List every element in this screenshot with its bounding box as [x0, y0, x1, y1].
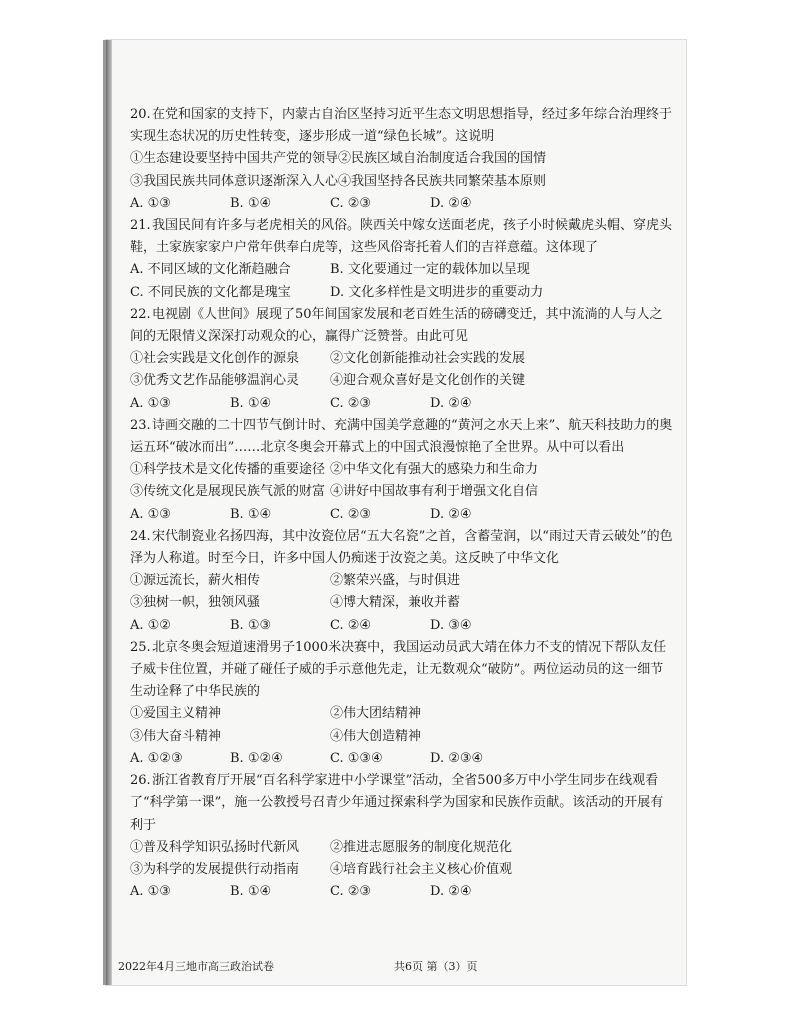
- option-c[interactable]: C. ②④: [330, 617, 372, 633]
- statement-1: ①社会实践是文化创作的源泉: [130, 351, 300, 367]
- option-a[interactable]: A. ①③: [130, 195, 171, 211]
- statement-1: ①普及科学知识弘扬时代新风: [130, 839, 300, 855]
- option-a[interactable]: A. ①③: [130, 395, 171, 411]
- exam-title: 2022年4月三地市高三政治试卷: [118, 960, 274, 973]
- question-stem: 宋代制瓷业名扬四海，其中汝瓷位居“五大名瓷”之首，含蓄莹润，以“雨过天青云破处”的色泽为人称道。时至今日，许多中国人仍痴迷于汝瓷之美。这反映了中华文化: [130, 528, 673, 567]
- page-number: 共6页 第（3）页: [394, 960, 478, 973]
- question-number: 20.: [130, 107, 151, 122]
- option-c[interactable]: C. ②③: [330, 506, 372, 522]
- page-fold-shadow: [106, 40, 112, 985]
- statement-row: [130, 370, 675, 392]
- option-b[interactable]: B. ①④: [230, 395, 272, 411]
- statement-2: ②推进志愿服务的制度化规范化: [330, 839, 513, 855]
- question-stem: 电视剧《人世间》展现了50年间国家发展和老百姓生活的磅礴变迁，其中流淌的人与人之间的无限情义深深打动观众的心，赢得广泛赞誉。由此可见: [130, 306, 663, 345]
- statement-3: ③为科学的发展提供行动指南: [130, 861, 300, 877]
- statement-row: [130, 859, 675, 881]
- statement-4: ④培育践行社会主义核心价值观: [330, 861, 513, 877]
- question-stem: 浙江省教育厅开展“百名科学家进中小学课堂”活动，全省500多万中小学生同步在线观看了“科学第一课”，施一公教授号召青少年通过探索科学为国家和民族作贡献。该活动的开展有利于: [130, 773, 664, 833]
- option-a[interactable]: A. ①③: [130, 884, 171, 900]
- answer-options: [130, 615, 675, 637]
- option-d[interactable]: D. ②④: [430, 506, 472, 522]
- statement-row: [130, 726, 675, 748]
- statement-row: [130, 837, 675, 859]
- option-d[interactable]: D. ③④: [430, 617, 472, 633]
- statement-2: ②中华文化有强大的感染力和生命力: [330, 462, 539, 478]
- option-d[interactable]: D. ②③④: [430, 750, 484, 766]
- option-c[interactable]: C. ②③: [330, 884, 372, 900]
- question-number: 25.: [130, 639, 151, 655]
- statement-1: ①科学技术是文化传播的重要途径: [130, 462, 326, 478]
- question-number: 23.: [130, 417, 151, 433]
- statement-row: [130, 703, 675, 725]
- statement-4: ④迎合观众喜好是文化创作的关键: [330, 373, 526, 389]
- option-a[interactable]: A. ①②: [130, 617, 171, 633]
- answer-options: [130, 193, 675, 215]
- option-row: [130, 282, 675, 304]
- option-d[interactable]: D. ②④: [430, 195, 472, 211]
- statement-2: ②文化创新能推动社会实践的发展: [330, 351, 526, 367]
- statement-row: [130, 459, 675, 481]
- option-b[interactable]: B. ①②④: [230, 750, 283, 766]
- question-21: [130, 215, 675, 304]
- statement-2: ②繁荣兴盛，与时俱进: [330, 573, 461, 589]
- statement-4: ④博大精深，兼收并蓄: [330, 595, 461, 611]
- question-stem: 我国民间有许多与老虎相关的风俗。陕西关中嫁女送面老虎，孩子小时候戴虎头帽、穿虎头鞋，土家族家家户户常年供奉白虎等，这些风俗寄托着人们的吉祥意蕴。这体现了: [130, 218, 673, 256]
- option-row: [130, 259, 675, 281]
- question-number: 26.: [130, 773, 151, 789]
- question-number: 24.: [130, 528, 151, 544]
- question-stem: 北京冬奥会短道速滑男子1000米决赛中，我国运动员武大靖在体力不支的情况下帮队友任子威卡住位置，并碰了碰任子威的手示意他先走，让无数观众“破防”。两位运动员的这一细节生动诠释了中华民族的: [130, 639, 667, 700]
- statement-line: ③我国民族共同体意识逐渐深入人心④我国坚持各民族共同繁荣基本原则: [130, 173, 547, 189]
- option-a[interactable]: A. 不同区域的文化渐趋融合: [130, 262, 291, 278]
- statement-1: ①爱国主义精神: [130, 706, 222, 722]
- question-list: [130, 104, 675, 903]
- option-a[interactable]: A. ①②③: [130, 750, 183, 766]
- statement-3: ③传统文化是展现民族气派的财富: [130, 484, 326, 500]
- option-b[interactable]: B. ①④: [230, 506, 272, 522]
- statement-row: [130, 348, 675, 370]
- answer-options: [130, 393, 675, 415]
- question-25: [130, 637, 675, 770]
- question-number: 21.: [130, 218, 151, 234]
- statement-line: ①生态建设要坚持中国共产党的领导②民族区域自治制度适合我国的国情: [130, 151, 547, 167]
- page-footer: [118, 958, 678, 974]
- statement-2: ②伟大团结精神: [330, 706, 422, 722]
- option-d[interactable]: D. ②④: [430, 884, 472, 900]
- statement-4: ④伟大创造精神: [330, 728, 422, 744]
- question-20: [130, 104, 675, 215]
- statement-3: ③独树一帜，独领风骚: [130, 595, 261, 611]
- option-b[interactable]: B. ①④: [230, 884, 272, 900]
- statement-3: ③优秀文艺作品能够温润心灵: [130, 373, 300, 389]
- question-stem: 在党和国家的支持下，内蒙古自治区坚持习近平生态文明思想指导，经过多年综合治理终于实现生态状况的历史性转变，逐步形成一道“绿色长城”。这说明: [130, 107, 673, 145]
- question-22: [130, 304, 675, 415]
- option-d[interactable]: D. ②④: [430, 395, 472, 411]
- statement-3: ③伟大奋斗精神: [130, 728, 222, 744]
- statement-4: ④讲好中国故事有利于增强文化自信: [330, 484, 539, 500]
- option-c[interactable]: C. ②③: [330, 195, 372, 211]
- option-b[interactable]: B. 文化要通过一定的载体加以呈现: [330, 262, 530, 278]
- question-23: [130, 415, 675, 526]
- option-a[interactable]: A. ①③: [130, 506, 171, 522]
- question-24: [130, 526, 675, 637]
- answer-options: [130, 748, 675, 770]
- option-b[interactable]: B. ①③: [230, 617, 272, 633]
- statement-row: [130, 570, 675, 592]
- answer-options: [130, 881, 675, 903]
- question-26: [130, 770, 675, 903]
- answer-options: [130, 504, 675, 526]
- statement-1: ①源远流长，薪火相传: [130, 573, 261, 589]
- statement-row: [130, 592, 675, 614]
- question-number: 22.: [130, 306, 151, 322]
- option-c[interactable]: C. ②③: [330, 395, 372, 411]
- option-c[interactable]: C. ①③④: [330, 750, 383, 766]
- exam-page: [106, 40, 686, 985]
- option-d[interactable]: D. 文化多样性是文明进步的重要动力: [330, 284, 544, 300]
- question-stem: 诗画交融的二十四节气倒计时、充满中国美学意趣的“黄河之水天上来”、航天科技助力的奥运五环“破冰而出”……北京冬奥会开幕式上的中国式浪漫惊艳了全世界。从中可以看出: [130, 417, 673, 456]
- option-b[interactable]: B. ①④: [230, 195, 272, 211]
- statement-row: [130, 481, 675, 503]
- option-c[interactable]: C. 不同民族的文化都是瑰宝: [130, 284, 291, 300]
